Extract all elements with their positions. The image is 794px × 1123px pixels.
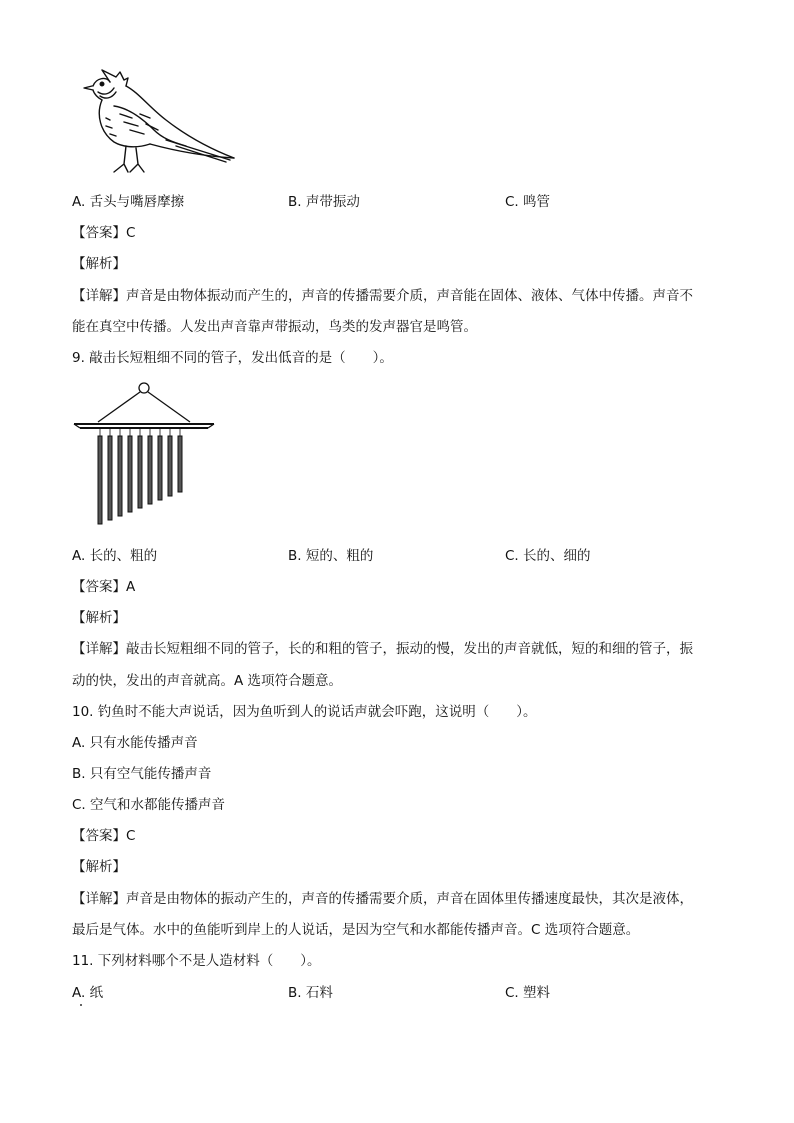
q9-option-a: A. 长的、粗的	[72, 548, 158, 564]
bird-figure	[80, 68, 240, 178]
q10-option-c: C. 空气和水都能传播声音	[72, 797, 226, 813]
q10-option-b: B. 只有空气能传播声音	[72, 766, 212, 782]
q8-option-a: A. 舌头与嘴唇摩擦	[72, 194, 185, 210]
q8-option-c: C. 鸣管	[505, 194, 551, 210]
wind-chime-figure	[72, 380, 220, 530]
q10-question: 10. 钓鱼时不能大声说话，因为鱼听到人的说话声就会吓跑，这说明（ ）。	[72, 704, 537, 720]
q9-analysis-heading: 【解析】	[72, 610, 126, 626]
q8-detail-line-2: 能在真空中传播。人发出声音靠声带振动，鸟类的发声器官是鸣管。	[72, 319, 477, 335]
q11-option-c: C. 塑料	[505, 985, 551, 1001]
q9-detail-line-2: 动的快，发出的声音就高。A 选项符合题意。	[72, 673, 343, 689]
q9-option-c: C. 长的、细的	[505, 548, 591, 564]
q11-option-a: A. 纸	[72, 985, 104, 1001]
q10-detail-line-2: 最后是气体。水中的鱼能听到岸上的人说话，是因为空气和水都能传播声音。C 选项符合题意。	[72, 922, 640, 938]
bird-drawing	[80, 68, 240, 178]
q8-answer: 【答案】C	[72, 225, 136, 241]
q9-question: 9. 敲击长短粗细不同的管子，发出低音的是（ ）。	[72, 350, 393, 366]
q11-option-b: B. 石料	[288, 985, 333, 1001]
q11-question: 11. 下列材料哪个不是人造材料（ ）。	[72, 953, 321, 969]
stray-mark	[80, 1004, 82, 1006]
q10-answer: 【答案】C	[72, 828, 136, 844]
q10-analysis-heading: 【解析】	[72, 859, 126, 875]
q9-answer: 【答案】A	[72, 579, 136, 595]
q10-option-a: A. 只有水能传播声音	[72, 735, 198, 751]
q9-option-b: B. 短的、粗的	[288, 548, 374, 564]
q8-analysis-heading: 【解析】	[72, 256, 126, 272]
q8-option-b: B. 声带振动	[288, 194, 360, 210]
q10-detail-line-1: 【详解】声音是由物体的振动产生的，声音的传播需要介质，声音在固体里传播速度最快，其次是液体，	[72, 891, 693, 907]
wind-chime-drawing	[72, 380, 220, 530]
q9-detail-line-1: 【详解】敲击长短粗细不同的管子，长的和粗的管子，振动的慢，发出的声音就低，短的和细的管子，振	[72, 641, 693, 657]
q8-detail-line-1: 【详解】声音是由物体振动而产生的，声音的传播需要介质，声音能在固体、液体、气体中传播。声音不	[72, 288, 693, 304]
